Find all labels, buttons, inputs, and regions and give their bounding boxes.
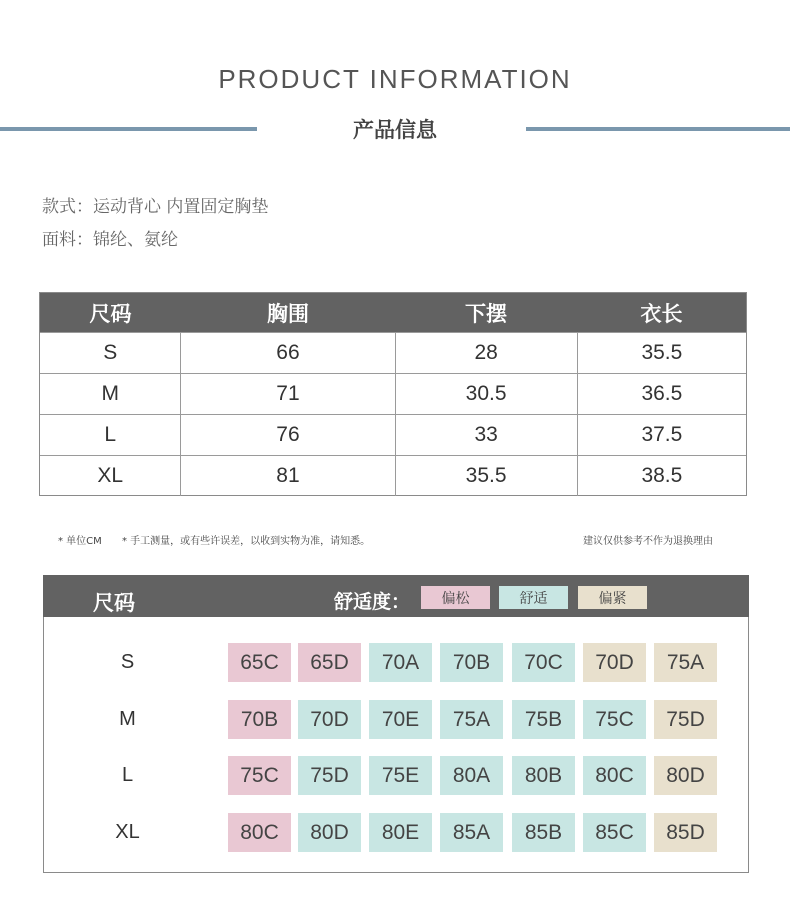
title-english: PRODUCT INFORMATION <box>218 64 572 94</box>
cell-length: 38.5 <box>577 456 746 496</box>
fit-cell-loose: 65C <box>228 643 291 682</box>
fit-row-size-label: S <box>120 651 135 673</box>
fit-cell-comfy: 75C <box>583 700 646 739</box>
size-measurement-table <box>39 292 747 496</box>
legend-tight: 偏紧 <box>578 586 647 609</box>
fit-row-size-label: L <box>121 764 134 786</box>
fit-cell-comfy: 80D <box>298 813 361 852</box>
fit-cell-tight: 70D <box>583 643 646 682</box>
header-hem: 下摆 <box>465 301 507 326</box>
fit-cell-loose: 65D <box>298 643 361 682</box>
note-unit: * 单位CM <box>58 536 102 547</box>
fit-cell-comfy: 85A <box>440 813 503 852</box>
spec-fabric: 面料：锦纶、氨纶 <box>42 230 178 250</box>
fit-cell-comfy: 75A <box>440 700 503 739</box>
table-header-row <box>40 293 746 332</box>
cell-hem: 30.5 <box>395 374 577 414</box>
cell-size: L <box>104 423 117 446</box>
fit-cell-comfy: 70C <box>512 643 575 682</box>
fit-cell-comfy: 80C <box>583 756 646 795</box>
cell-size: S <box>103 341 118 364</box>
fit-cell-comfy: 75B <box>512 700 575 739</box>
fit-cell-comfy: 85C <box>583 813 646 852</box>
cell-size: M <box>101 382 119 405</box>
note-measure: * 手工测量，或有些许误差，以收到实物为准，请知悉。 <box>122 536 371 547</box>
fit-cell-loose: 75C <box>228 756 291 795</box>
cell-bust: 71 <box>180 374 394 414</box>
table-row <box>40 332 746 373</box>
fit-cell-comfy: 70B <box>440 643 503 682</box>
title-chinese: 产品信息 <box>353 118 437 142</box>
header-length: 衣长 <box>640 301 683 326</box>
legend-comfortable: 舒适 <box>499 586 568 609</box>
fit-row-size-label: XL <box>115 821 140 843</box>
note-advice: 建议仅供参考不作为退换理由 <box>583 536 713 547</box>
table-row <box>40 414 746 455</box>
cell-length: 37.5 <box>577 415 746 455</box>
fit-cell-tight: 75D <box>654 700 717 739</box>
cell-bust: 81 <box>180 456 394 496</box>
fit-row-size-label: M <box>119 708 136 730</box>
fit-cell-comfy: 70A <box>369 643 432 682</box>
legend-loose: 偏松 <box>421 586 490 609</box>
cell-hem: 35.5 <box>395 456 577 496</box>
fit-cell-comfy: 80B <box>512 756 575 795</box>
fit-cell-comfy: 75D <box>298 756 361 795</box>
cell-bust: 66 <box>180 333 394 373</box>
cell-length: 35.5 <box>577 333 746 373</box>
fit-cell-comfy: 80A <box>440 756 503 795</box>
fit-cell-loose: 80C <box>228 813 291 852</box>
table-row <box>40 373 746 414</box>
spec-style: 款式：运动背心 内置固定胸垫 <box>42 197 269 217</box>
fit-size-label: 尺码 <box>93 591 135 615</box>
header-size: 尺码 <box>89 301 132 326</box>
table-row <box>40 455 746 496</box>
cell-hem: 28 <box>395 333 577 373</box>
fit-comfort-label: 舒适度： <box>334 591 411 613</box>
cell-length: 36.5 <box>577 374 746 414</box>
fit-cell-loose: 70B <box>228 700 291 739</box>
header-bust: 胸围 <box>267 301 309 326</box>
fit-cell-comfy: 75E <box>369 756 432 795</box>
fit-cell-tight: 85D <box>654 813 717 852</box>
fit-cell-tight: 75A <box>654 643 717 682</box>
fit-cell-comfy: 70D <box>298 700 361 739</box>
fit-cell-comfy: 70E <box>369 700 432 739</box>
fit-cell-comfy: 85B <box>512 813 575 852</box>
cell-bust: 76 <box>180 415 394 455</box>
cell-hem: 33 <box>395 415 577 455</box>
fit-cell-comfy: 80E <box>369 813 432 852</box>
fit-cell-tight: 80D <box>654 756 717 795</box>
divider-right <box>526 127 790 131</box>
cell-size: XL <box>97 464 124 487</box>
